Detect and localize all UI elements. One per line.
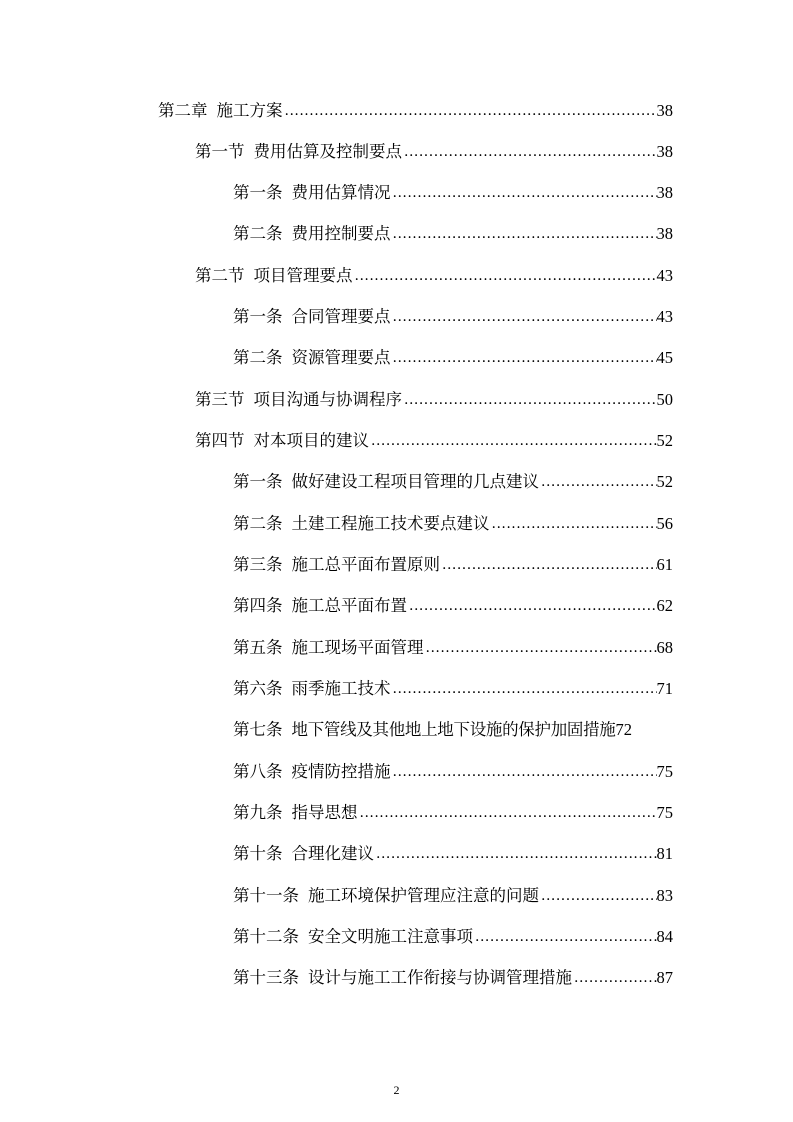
toc-entry-title: 安全文明施工注意事项 xyxy=(308,927,473,946)
toc-entry-page: 68 xyxy=(656,638,673,657)
toc-entry-title: 雨季施工技术 xyxy=(291,679,391,698)
toc-entry-article[interactable] xyxy=(233,839,673,865)
toc-leader-dots xyxy=(391,761,657,783)
toc-entry-title: 疫情防控措施 xyxy=(291,762,391,781)
toc-leader-dots xyxy=(490,513,657,535)
toc-entry-page: 38 xyxy=(656,183,673,202)
toc-entry-title: 设计与施工工作衔接与协调管理措施 xyxy=(308,968,572,987)
toc-leader-dots xyxy=(391,678,657,700)
toc-entry-title: 对本项目的建议 xyxy=(253,431,369,450)
toc-leader-dots xyxy=(353,265,657,287)
toc-entry-number: 第一节 xyxy=(195,142,245,161)
toc-entry-title: 做好建设工程项目管理的几点建议 xyxy=(291,472,539,491)
toc-entry-section[interactable] xyxy=(195,137,673,163)
toc-entry-title: 施工总平面布置 xyxy=(291,596,407,615)
toc-entry-number: 第十三条 xyxy=(233,968,299,987)
toc-entry-number: 第三条 xyxy=(233,555,283,574)
toc-entry-number: 第二条 xyxy=(233,348,283,367)
toc-leader-dots xyxy=(374,843,657,865)
toc-leader-dots xyxy=(391,223,657,245)
toc-entry-page: 50 xyxy=(656,390,673,409)
toc-entry-article[interactable] xyxy=(233,550,673,576)
toc-entry-page: 87 xyxy=(656,968,673,987)
toc-leader-dots xyxy=(424,637,657,659)
page-number: 2 xyxy=(393,1083,400,1097)
toc-leader-dots xyxy=(572,967,657,989)
toc-entry-section[interactable] xyxy=(195,261,673,287)
toc-entry-number: 第三节 xyxy=(195,390,245,409)
toc-entry-article[interactable] xyxy=(233,219,673,245)
toc-entry-page: 38 xyxy=(656,101,673,120)
toc-entry-number: 第六条 xyxy=(233,679,283,698)
toc-entry-number: 第十一条 xyxy=(233,886,299,905)
toc-entry-title: 合理化建议 xyxy=(291,844,374,863)
toc-entry-page: 81 xyxy=(656,844,673,863)
toc-entry-title: 施工总平面布置原则 xyxy=(291,555,440,574)
toc-entry-number: 第二条 xyxy=(233,224,283,243)
toc-leader-dots xyxy=(440,554,657,576)
toc-leader-dots xyxy=(407,595,657,617)
toc-entry-page: 43 xyxy=(656,307,673,326)
toc-entry-title: 项目沟通与协调程序 xyxy=(253,390,402,409)
toc-entry-article[interactable] xyxy=(233,633,673,659)
toc-leader-dots xyxy=(283,100,657,122)
toc-entry-number: 第二条 xyxy=(233,514,283,533)
toc-entry-page: 45 xyxy=(656,348,673,367)
toc-entry-title: 合同管理要点 xyxy=(291,307,391,326)
toc-entry-article[interactable] xyxy=(233,509,673,535)
toc-entry-number: 第一条 xyxy=(233,307,283,326)
toc-leader-dots xyxy=(358,802,657,824)
toc-entry-number: 第二章 xyxy=(158,101,208,120)
toc-entry-page: 75 xyxy=(656,762,673,781)
toc-entry-title: 项目管理要点 xyxy=(253,266,353,285)
toc-leader-dots xyxy=(539,471,657,493)
toc-entry-page: 56 xyxy=(656,514,673,533)
toc-entry-article[interactable] xyxy=(233,798,673,824)
toc-entry-title: 资源管理要点 xyxy=(291,348,391,367)
toc-entry-title: 费用估算情况 xyxy=(291,183,391,202)
toc-entry-number: 第十条 xyxy=(233,844,283,863)
toc-entry-page: 62 xyxy=(656,596,673,615)
toc-leader-dots xyxy=(369,430,657,452)
toc-leader-dots xyxy=(402,141,657,163)
toc-entry-page: 52 xyxy=(656,472,673,491)
toc-leader-dots xyxy=(402,389,657,411)
toc-entry-page: 71 xyxy=(656,679,673,698)
toc-entry-page: 52 xyxy=(656,431,673,450)
toc-entry-title: 地下管线及其他地上地下设施的保护加固措施 xyxy=(291,720,616,739)
toc-entry-article[interactable] xyxy=(233,963,673,989)
toc-entry-page: 38 xyxy=(656,142,673,161)
toc-entry-number: 第七条 xyxy=(233,720,283,739)
toc-leader-dots xyxy=(539,885,657,907)
toc-entry-article[interactable] xyxy=(233,343,673,369)
toc-entry-title: 施工环境保护管理应注意的问题 xyxy=(308,886,539,905)
toc-entry-section[interactable] xyxy=(195,426,673,452)
toc-leader-dots xyxy=(391,347,657,369)
toc-entry-title: 指导思想 xyxy=(291,803,358,822)
toc-entry-article[interactable] xyxy=(233,757,673,783)
toc-entry-title: 土建工程施工技术要点建议 xyxy=(291,514,490,533)
toc-leader-dots xyxy=(391,306,657,328)
toc-entry-number: 第二节 xyxy=(195,266,245,285)
toc-entry-article[interactable] xyxy=(233,178,673,204)
toc-entry-chapter-2[interactable] xyxy=(158,96,673,122)
toc-entry-page: 75 xyxy=(656,803,673,822)
toc-entry-page: 84 xyxy=(656,927,673,946)
toc-entry-page: 38 xyxy=(656,224,673,243)
toc-entry-article[interactable] xyxy=(233,922,673,948)
toc-entry-number: 第一条 xyxy=(233,472,283,491)
toc-entry-page: 43 xyxy=(656,266,673,285)
toc-leader-dots xyxy=(391,182,657,204)
toc-entry-number: 第四节 xyxy=(195,431,245,450)
toc-entry-title: 施工方案 xyxy=(216,101,283,120)
toc-entry-title: 费用控制要点 xyxy=(291,224,391,243)
toc-entry-section[interactable] xyxy=(195,385,673,411)
toc-entry-page: 72 xyxy=(615,720,633,739)
toc-entry-page: 83 xyxy=(656,886,673,905)
toc-entry-number: 第一条 xyxy=(233,183,283,202)
toc-entry-article[interactable] xyxy=(233,674,673,700)
toc-entry-number: 第十二条 xyxy=(233,927,299,946)
toc-entry-article[interactable] xyxy=(233,591,673,617)
toc-entry-article[interactable] xyxy=(233,467,673,493)
toc-entry-number: 第五条 xyxy=(233,638,283,657)
toc-entry-title: 费用估算及控制要点 xyxy=(253,142,402,161)
toc-entry-page: 61 xyxy=(656,555,673,574)
toc-entry-article[interactable] xyxy=(233,881,673,907)
toc-entry-number: 第九条 xyxy=(233,803,283,822)
toc-entry-number: 第四条 xyxy=(233,596,283,615)
toc-entry-title: 施工现场平面管理 xyxy=(291,638,424,657)
toc-entry-article[interactable] xyxy=(233,715,693,741)
toc-entry-article[interactable] xyxy=(233,302,673,328)
toc-entry-number: 第八条 xyxy=(233,762,283,781)
toc-leader-dots xyxy=(473,926,657,948)
